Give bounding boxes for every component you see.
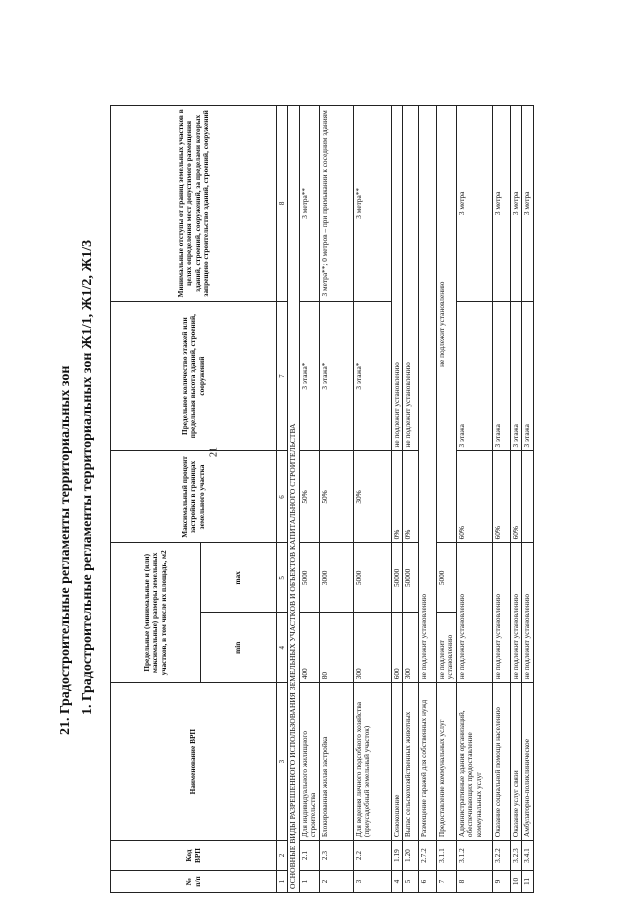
row-setback: 3 метра** xyxy=(299,106,319,302)
table-row xyxy=(522,106,533,893)
table-row xyxy=(436,106,456,893)
table-row xyxy=(353,106,391,893)
header-min: min xyxy=(201,613,277,683)
row-min: 600 xyxy=(391,613,402,683)
column-index: 3 xyxy=(277,683,288,841)
row-code: 3.1.1 xyxy=(436,841,456,871)
row-name: Размещение гаражей для собственных нужд xyxy=(418,683,436,841)
row-num: 8 xyxy=(456,871,492,893)
column-index: 5 xyxy=(277,543,288,613)
header-max-floors: Предельное количество этажей или предельная высота зданий, строений, сооружений xyxy=(111,301,277,451)
row-code: 2.1 xyxy=(299,841,319,871)
row-coverage: 0% xyxy=(402,451,418,543)
row-plot-size: не подлежит установлению xyxy=(522,543,533,683)
table-row xyxy=(492,106,510,893)
row-num: 3 xyxy=(353,871,391,893)
row-coverage: 30% xyxy=(353,451,391,543)
page-number: 21 xyxy=(208,447,220,457)
column-index-row xyxy=(277,106,288,893)
row-coverage: 60% xyxy=(456,451,492,543)
row-num: 10 xyxy=(510,871,521,893)
row-setback: 3 метра xyxy=(522,106,533,302)
header-name: Наименование ВРП xyxy=(111,683,277,841)
row-coverage: 50% xyxy=(319,451,353,543)
row-name: Для ведения личного подсобного хозяйства (приусадебный земельный участок) xyxy=(353,683,391,841)
row-code: 3.1.2 xyxy=(456,841,492,871)
row-name: Для индивидуального жилищного строительства xyxy=(299,683,319,841)
row-min: 400 xyxy=(299,613,319,683)
row-coverage: 60% xyxy=(510,451,521,543)
row-setback: 3 метра**; 0 метров – при примыкании к соседним зданиям xyxy=(319,106,353,302)
row-num: 6 xyxy=(418,871,436,893)
row-coverage: 50% xyxy=(299,451,319,543)
row-max: 5000 xyxy=(299,543,319,613)
header-max: max xyxy=(201,543,277,613)
column-index: 6 xyxy=(277,451,288,543)
row-max: 3000 xyxy=(319,543,353,613)
row-setback: 3 метра** xyxy=(353,106,391,302)
section-title: ОСНОВНЫЕ ВИДЫ РАЗРЕШЕННОГО ИСПОЛЬЗОВАНИЯ ЗЕМЕЛЬНЫХ УЧАСТКОВ И ОБЪЕКТОВ КАПИТАЛЬНОГО СТРОИТЕЛЬСТВА xyxy=(288,106,300,893)
row-code: 1.20 xyxy=(402,841,418,871)
row-code: 1.19 xyxy=(391,841,402,871)
row-coverage: 0% xyxy=(391,451,402,543)
header-max-coverage: Максимальный процент застройки в границах земельного участка xyxy=(111,451,277,543)
row-max: 50000 xyxy=(391,543,402,613)
row-plot-size: не подлежит установлению xyxy=(510,543,521,683)
column-index: 2 xyxy=(277,841,288,871)
row-min: не подлежит установлению xyxy=(436,613,456,683)
row-plot-size: не подлежит установлению xyxy=(492,543,510,683)
row-setback: 3 метра xyxy=(456,106,492,302)
row-setback: 3 метра xyxy=(492,106,510,302)
row-min: 80 xyxy=(319,613,353,683)
row-name: Амбулаторно-поликлиническое xyxy=(522,683,533,841)
column-index: 4 xyxy=(277,613,288,683)
row-floors-setback: не подлежит установлению xyxy=(402,106,418,451)
row-rest: не подлежит установлению xyxy=(436,106,456,543)
row-code: 2.3 xyxy=(319,841,353,871)
header-min-setback: Минимальные отступы от границ земельных участков в целях определения мест допустимого размещения зданий, строений, сооружений, за пределами которых запрещено строительство зданий, строений, сооружений xyxy=(111,106,277,302)
header-code: Код ВРП xyxy=(111,841,277,871)
row-code: 3.2.3 xyxy=(510,841,521,871)
regulations-table xyxy=(110,105,534,893)
page-subheading: 1. Градостроительные регламенты территориальных зон Ж1/1, Ж1/2, Ж1/3 xyxy=(80,239,95,715)
row-plot-size: не подлежит установлению xyxy=(418,106,436,683)
column-index: 7 xyxy=(277,301,288,451)
row-name: Оказание услуг связи xyxy=(510,683,521,841)
column-index: 8 xyxy=(277,106,288,302)
table-row xyxy=(391,106,402,893)
row-floors: 3 этажа xyxy=(492,301,510,451)
rotated-page xyxy=(0,85,640,905)
row-floors: 3 этажа xyxy=(522,301,533,451)
row-min: 300 xyxy=(353,613,391,683)
row-max: 5000 xyxy=(436,543,456,613)
row-name: Сенокошение xyxy=(391,683,402,841)
row-min: 300 xyxy=(402,613,418,683)
row-max: 50000 xyxy=(402,543,418,613)
row-num: 11 xyxy=(522,871,533,893)
row-name: Блокированная жилая застройка xyxy=(319,683,353,841)
row-code: 2.7.2 xyxy=(418,841,436,871)
row-name: Предоставление коммунальных услуг xyxy=(436,683,456,841)
row-num: 5 xyxy=(402,871,418,893)
row-num: 2 xyxy=(319,871,353,893)
row-plot-size: не подлежит установлению xyxy=(456,543,492,683)
row-name: Административные здания организаций, обеспечивающих предоставление коммунальных услуг xyxy=(456,683,492,841)
table-row xyxy=(510,106,521,893)
table-row xyxy=(319,106,353,893)
header-num: № п/п xyxy=(111,871,277,893)
row-floors-setback: не подлежит установлению xyxy=(391,106,402,451)
row-coverage: 60% xyxy=(492,451,510,543)
row-floors: 3 этажа* xyxy=(319,301,353,451)
row-max: 5000 xyxy=(353,543,391,613)
row-num: 4 xyxy=(391,871,402,893)
row-floors: 3 этажа xyxy=(510,301,521,451)
row-floors: 3 этажа xyxy=(456,301,492,451)
row-code: 3.4.1 xyxy=(522,841,533,871)
page-heading: 21. Градостроительные регламенты территориальных зон xyxy=(58,365,73,735)
table-row xyxy=(456,106,492,893)
row-num: 1 xyxy=(299,871,319,893)
row-coverage xyxy=(522,451,533,543)
column-index: 1 xyxy=(277,871,288,893)
table-row xyxy=(299,106,319,893)
row-num: 9 xyxy=(492,871,510,893)
row-floors: 3 этажа* xyxy=(299,301,319,451)
row-floors: 3 этажа* xyxy=(353,301,391,451)
header-plot-size: Предельные (минимальные и (или) максимальные) размеры земельных участков, в том числе их площадь, м2 xyxy=(111,543,201,683)
row-name: Выпас сельскохозяйственных животных xyxy=(402,683,418,841)
table-row xyxy=(402,106,418,893)
row-setback: 3 метра xyxy=(510,106,521,302)
row-name: Оказание социальной помощи населению xyxy=(492,683,510,841)
table-row xyxy=(418,106,436,893)
section-row xyxy=(288,106,300,893)
row-num: 7 xyxy=(436,871,456,893)
row-code: 2.2 xyxy=(353,841,391,871)
row-code: 3.2.2 xyxy=(492,841,510,871)
